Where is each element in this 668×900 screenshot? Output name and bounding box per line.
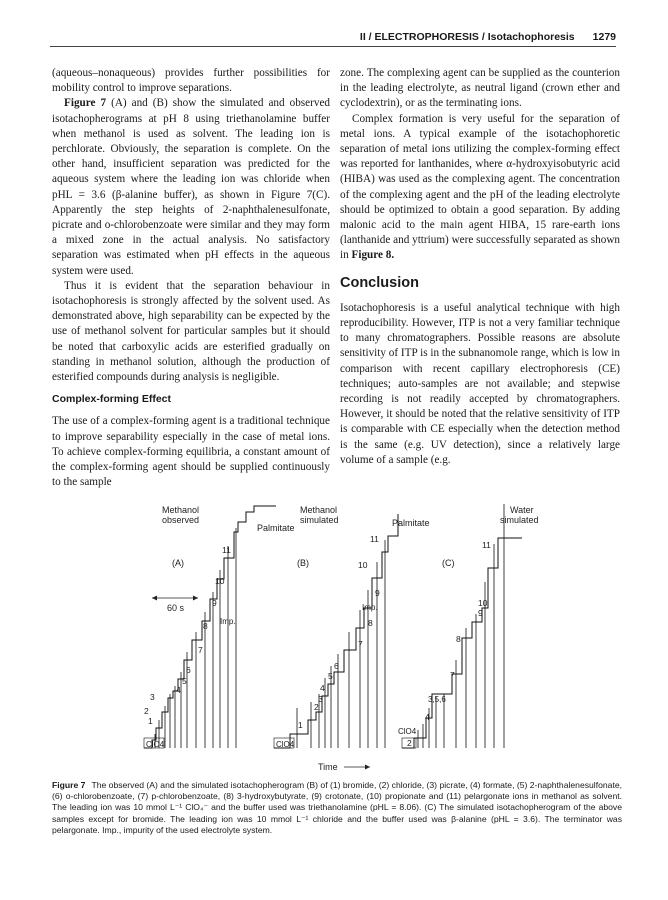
paragraph: (aqueous–nonaqueous) provides further possibilities for mobility control to improve separations. (52, 67, 330, 95)
zone-number: 9 (375, 588, 380, 598)
zone-number: 8 (368, 618, 373, 628)
zone-number: 8 (203, 621, 208, 631)
zone-number: 4 (320, 683, 325, 693)
figure-reference[interactable]: Figure 8. (351, 249, 395, 262)
figure-caption (52, 780, 622, 836)
zone-number: 3 (318, 694, 323, 704)
zone-number: 2 (407, 738, 412, 748)
zone-number: 5 (328, 671, 333, 681)
panel-a-subtitle: observed (162, 515, 200, 525)
zone-number: 7 (358, 639, 363, 649)
panel-a-impurity-label: Imp. (220, 617, 236, 626)
panel-b-impurity-label: Imp. (362, 603, 378, 612)
panel-c-zone-numbers (407, 540, 491, 748)
figure-7 (52, 498, 620, 776)
time-axis (318, 762, 370, 772)
zone-number: 4 (425, 712, 430, 722)
panel-c-title: Water (510, 505, 534, 515)
running-title: II / ELECTROPHORESIS / Isotachophoresis (359, 31, 575, 43)
panel-c-terminator: Palmitate (392, 518, 430, 528)
zone-number: 9 (478, 608, 483, 618)
right-column (340, 66, 620, 468)
panel-a-leading-label: ClO4 (146, 740, 165, 749)
zone-number: 11 (482, 540, 491, 550)
figure-reference[interactable]: Figure 7 (64, 97, 107, 110)
zone-number: 5 (182, 676, 187, 686)
zone-number: 7 (450, 670, 455, 680)
panel-c-spikes (418, 504, 504, 748)
paragraph (340, 112, 620, 264)
x-axis-label: Time (318, 762, 338, 772)
zone-number: 10 (215, 576, 225, 586)
zone-number: 11 (222, 545, 231, 555)
caption-label: Figure 7 (52, 780, 86, 790)
panel-c-label: (C) (442, 558, 455, 568)
panel-b-leading-label: ClO4 (276, 740, 295, 749)
paragraph: Isotachophoresis is a useful analytical technique with high reproducibility. However, ITP is not a very familiar technique to many chromatographers. Possible reasons are absolute sensitivity of ITP is in the subnanomole range, which is low in comparison with recent capillary electrophoresis (CE) techniques; auto-samples are not available; and stepwise recording is not readily accepted by chromatographers. However, it should be noted that the relative sensitivity of ITP is comparable with CE especially when the detection method is the same (e.g. UV detection), since a relatively large volume of a sample (e.g. (340, 301, 620, 466)
panel-a-trace (144, 506, 276, 748)
header-rule (50, 46, 616, 47)
running-header (50, 31, 616, 45)
zone-number: 7 (198, 645, 203, 655)
page-number: 1279 (592, 31, 616, 43)
zone-number: 1 (298, 720, 303, 730)
subheading: Complex-forming Effect (52, 393, 172, 406)
zone-number: 3 (150, 692, 155, 702)
zone-number: 10 (478, 598, 488, 608)
panel-b-trace (274, 514, 398, 748)
zone-number: 9 (212, 598, 217, 608)
time-scale-label: 60 s (167, 603, 185, 613)
panel-c-subtitle: simulated (500, 515, 539, 525)
paragraph: Thus it is evident that the separation behaviour in isotachophoresis is strongly affected by the solvent used. As demonstrated above, high separability can be expected by the use of methanol solvent for particular samples but it should be noted that carboxylic acids are esterified gradually on standing in methanol solution, although the production of esterified compounds during analysis is negligible. (52, 279, 330, 384)
zone-number: 4 (176, 685, 181, 695)
panel-b-label: (B) (297, 558, 309, 568)
zone-number: 8 (456, 634, 461, 644)
zone-number: 11 (370, 534, 379, 544)
zone-number: 6 (334, 661, 339, 671)
paragraph: zone. The complexing agent can be supplied as the counterion in the leading electrolyte, as neutral ligand (crown ether and cyclodextrin), or as the terminating ions. (340, 67, 620, 110)
zone-number: 2 (144, 706, 149, 716)
panel-b-title: Methanol (300, 505, 338, 515)
time-scale-bar (152, 596, 198, 614)
panel-c-leading-label: ClO4 (398, 727, 417, 736)
panel-b-subtitle: simulated (300, 515, 339, 525)
paragraph-text: (A) and (B) show the simulated and observed isotachopherograms at pH 8 using triethanolamine buffer when methanol is used as solvent. The leading ion is perchlorate. Obviously, the separation is complete. On the other hand, insufficient separation was predicted for the aqueous system where the leading ion was chloride when pHL = 3.6 (β-alanine buffer), as shown in Figure 7(C). Apparently the step heights of 2-naphthalenesulfonate, picrate and o-chlorobenzoate were similar and they may form a mixed zone in the actual analysis. No satisfactory separation was estimated when pH effects in the aqueous system were used. (52, 97, 331, 277)
left-column (52, 66, 330, 490)
paragraph (52, 96, 330, 278)
caption-text: The observed (A) and the simulated isotachopherogram (B) of (1) bromide, (2) chloride, (3) picrate, (4) formate, (5) 2-naphthalenesulfonate, (6) o-chlorobenzoate, (7) p-chlorobenzoate, (8) 3-hydroxybutyrate, (9) crotonate, (10) propionate and (11) pelargonate ions in methanol as solvent. The leading ion was 10 mmol L⁻¹ ClO₄⁻ and the buffer used was triethanolamine (pHL = 8.06). (C) The simulated isotachopherogram of the above samples except for bromide. The leading ion was 10 mmol L⁻¹ chloride and the buffer used was β-alanine (pHL = 3.6). The terminator was pelargonate. Imp., impurity of the used electrolyte system. (52, 780, 622, 835)
zone-number: 10 (358, 560, 368, 570)
section-heading: Conclusion (340, 274, 419, 291)
paragraph: The use of a complex-forming agent is a traditional technique to improve separability especially in the case of metal ions. To achieve complex-forming equilibria, a constant amount of the complex-forming agent should be supplied continuously to the sample (52, 415, 330, 489)
panel-a-terminator: Palmitate (257, 523, 295, 533)
panel-b-spikes (297, 540, 385, 748)
zone-number: 1 (148, 716, 153, 726)
panel-c-mixed-zone-label: 3,5,6 (428, 695, 446, 704)
panel-a-title: Methanol (162, 505, 200, 515)
paragraph-text: Complex formation is very useful for the separation of metal ions. A typical example of the isotachophoretic separation of metal ions utilizing the complex-forming effect was reported for lanthanides, where α-hydroxyisobutyric acid (HIBA) was used as the complexing agent. The concentration of the complexing agent and the pH of the leading electrolyte should be optimized to obtain a good separation. By adding malonic acid to the main agent HIBA, 15 rare-earth ions (lanthanide and yttrium) were successfully separated as shown in (340, 112, 620, 262)
panel-a-label: (A) (172, 558, 184, 568)
isotachopherogram-figure (52, 498, 620, 776)
zone-number: 6 (186, 665, 191, 675)
zone-number: 2 (314, 702, 319, 712)
panel-a-zone-numbers (144, 545, 231, 726)
